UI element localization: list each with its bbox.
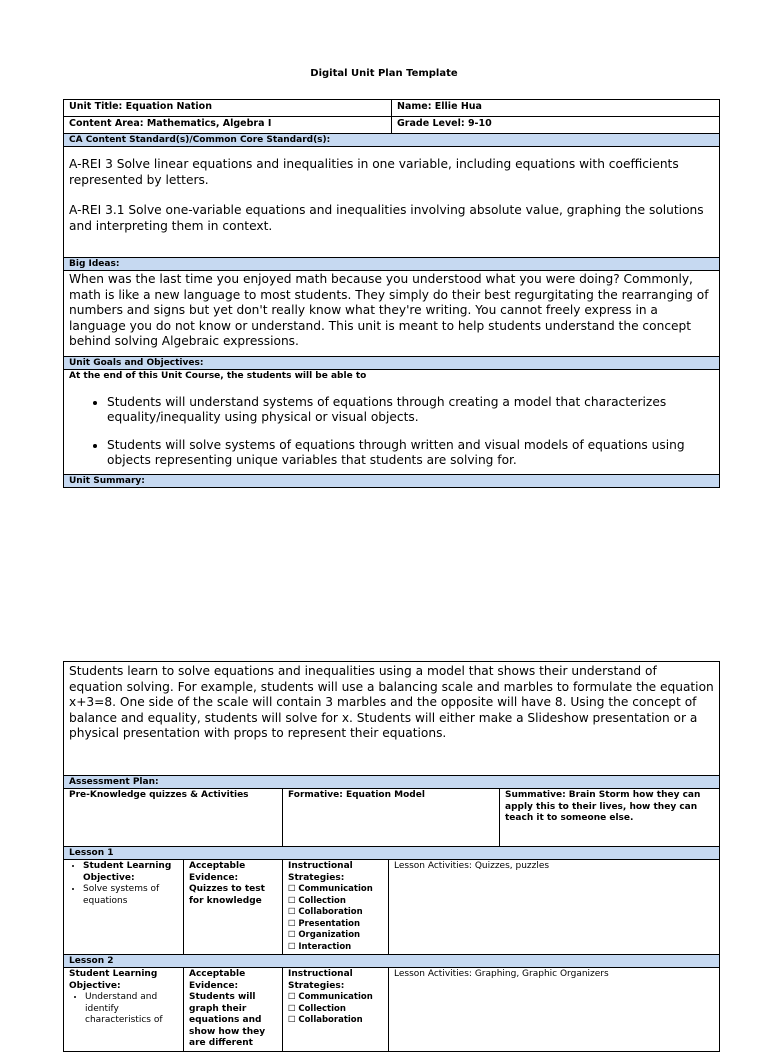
checkbox-icon[interactable]: ☐ bbox=[288, 930, 296, 940]
pre-assessment: Pre-Knowledge quizzes & Activities bbox=[64, 789, 283, 847]
strategy-collaboration[interactable]: ☐ Collaboration bbox=[288, 1015, 363, 1025]
lesson2-strategies bbox=[283, 968, 389, 1052]
summary-text: Students learn to solve equations and inequalities using a model that shows their understand of equation solving. For example, students will use a balancing scale and marbles to formulate the equation x+3=8. One side of the scale will contain 3 marbles and the opposite will have 8. Using the concept of balance and equality, students will solve for x. Students will either make a Slideshow presentation or a physical presentation with props to represent their equations. bbox=[64, 662, 720, 776]
strategy-presentation[interactable]: ☐ Presentation bbox=[288, 918, 361, 929]
strategy-collection[interactable]: ☐ Collection bbox=[288, 1003, 346, 1014]
grade-level: Grade Level: 9-10 bbox=[392, 117, 720, 134]
teacher-name: Name: Ellie Hua bbox=[392, 100, 720, 117]
objective-item: • Understand and identify characteristics of bbox=[85, 992, 178, 1027]
lesson2-header: Lesson 2 bbox=[64, 955, 720, 968]
checkbox-icon[interactable]: ☐ bbox=[288, 992, 296, 1002]
unit-title: Unit Title: Equation Nation bbox=[64, 100, 392, 117]
list-item: • Students will solve systems of equations through written and visual models of equations using objects representing unique variables that students are solving for. bbox=[107, 438, 714, 469]
goals-subheader: At the end of this Unit Course, the students will be able to bbox=[69, 371, 367, 381]
checkbox-icon[interactable]: ☐ bbox=[288, 918, 296, 929]
unit-plan-table bbox=[63, 99, 720, 488]
strategy-collaboration[interactable]: ☐ Collaboration bbox=[288, 907, 363, 917]
goals-body bbox=[64, 370, 720, 475]
strategies-title: Instructional Strategies: bbox=[288, 861, 353, 883]
activities-label: Lesson Activities: bbox=[394, 969, 472, 979]
strategies-title: Instructional Strategies: bbox=[288, 969, 353, 991]
big-ideas-text: When was the last time you enjoyed math because you understood what you were doing? Commonly, math is like a new language to most students. They simply do their best regurgitating the rearranging of numbers and signs but yet don't really know what they're writing. You cannot freely express in a language you do not know or understand. This unit is meant to help students understand the concept behind solving Algebraic expressions. bbox=[64, 271, 720, 357]
checkbox-icon[interactable]: ☐ bbox=[288, 907, 296, 917]
assessment-header: Assessment Plan: bbox=[64, 776, 720, 789]
activities-text: Graphing, Graphic Organizers bbox=[474, 969, 609, 979]
checkbox-icon[interactable]: ☐ bbox=[288, 941, 296, 952]
lesson2-objective bbox=[64, 968, 184, 1052]
list-item: • Students will understand systems of equations through creating a model that characterizes equality/inequality using physical or visual objects. bbox=[107, 395, 714, 426]
standard-item: A-REI 3 Solve linear equations and inequalities in one variable, including equations with coefficients represented by letters. bbox=[69, 157, 679, 187]
goals-list bbox=[69, 395, 714, 469]
content-area: Content Area: Mathematics, Algebra I bbox=[64, 117, 392, 134]
objective-item: • Solve systems of equations bbox=[83, 884, 178, 907]
checkbox-icon[interactable]: ☐ bbox=[288, 1003, 296, 1014]
lesson2-evidence: Acceptable Evidence: Students will graph their equations and show how they are different bbox=[184, 968, 283, 1052]
lesson1-objective bbox=[64, 860, 184, 955]
checkbox-icon[interactable]: ☐ bbox=[288, 1015, 296, 1025]
objective-title: • Student Learning Objective: bbox=[83, 861, 178, 884]
unit-plan-table-continued bbox=[63, 661, 720, 1052]
summative-assessment: Summative: Brain Storm how they can apply this to their lives, how they can teach it to someone else. bbox=[500, 789, 720, 847]
goals-header: Unit Goals and Objectives: bbox=[64, 357, 720, 370]
formative-assessment: Formative: Equation Model bbox=[283, 789, 500, 847]
lesson1-header: Lesson 1 bbox=[64, 847, 720, 860]
strategy-interaction[interactable]: ☐ Interaction bbox=[288, 941, 352, 952]
activities-label: Lesson Activities: bbox=[394, 861, 472, 871]
page-title: Digital Unit Plan Template bbox=[310, 68, 458, 79]
lesson2-activities bbox=[389, 968, 720, 1052]
objective-title: Student Learning Objective: bbox=[69, 969, 158, 991]
standard-item: A-REI 3.1 Solve one-variable equations and inequalities involving absolute value, graphing the solutions and interpreting them in context. bbox=[69, 203, 704, 233]
lesson1-row bbox=[64, 860, 720, 955]
lesson1-strategies bbox=[283, 860, 389, 955]
strategy-communication[interactable]: ☐ Communication bbox=[288, 884, 373, 894]
summary-header: Unit Summary: bbox=[64, 475, 720, 488]
lesson1-evidence: Acceptable Evidence: Quizzes to test for knowledge bbox=[184, 860, 283, 955]
activities-text: Quizzes, puzzles bbox=[474, 861, 550, 871]
lesson1-activities bbox=[389, 860, 720, 955]
strategy-organization[interactable]: ☐ Organization bbox=[288, 930, 361, 940]
checkbox-icon[interactable]: ☐ bbox=[288, 884, 296, 894]
strategy-collection[interactable]: ☐ Collection bbox=[288, 895, 346, 906]
strategy-communication[interactable]: ☐ Communication bbox=[288, 992, 373, 1002]
standards-body bbox=[64, 147, 720, 258]
checkbox-icon[interactable]: ☐ bbox=[288, 895, 296, 906]
lesson2-row bbox=[64, 968, 720, 1052]
big-ideas-header: Big Ideas: bbox=[64, 258, 720, 271]
standards-header: CA Content Standard(s)/Common Core Standard(s): bbox=[64, 134, 720, 147]
